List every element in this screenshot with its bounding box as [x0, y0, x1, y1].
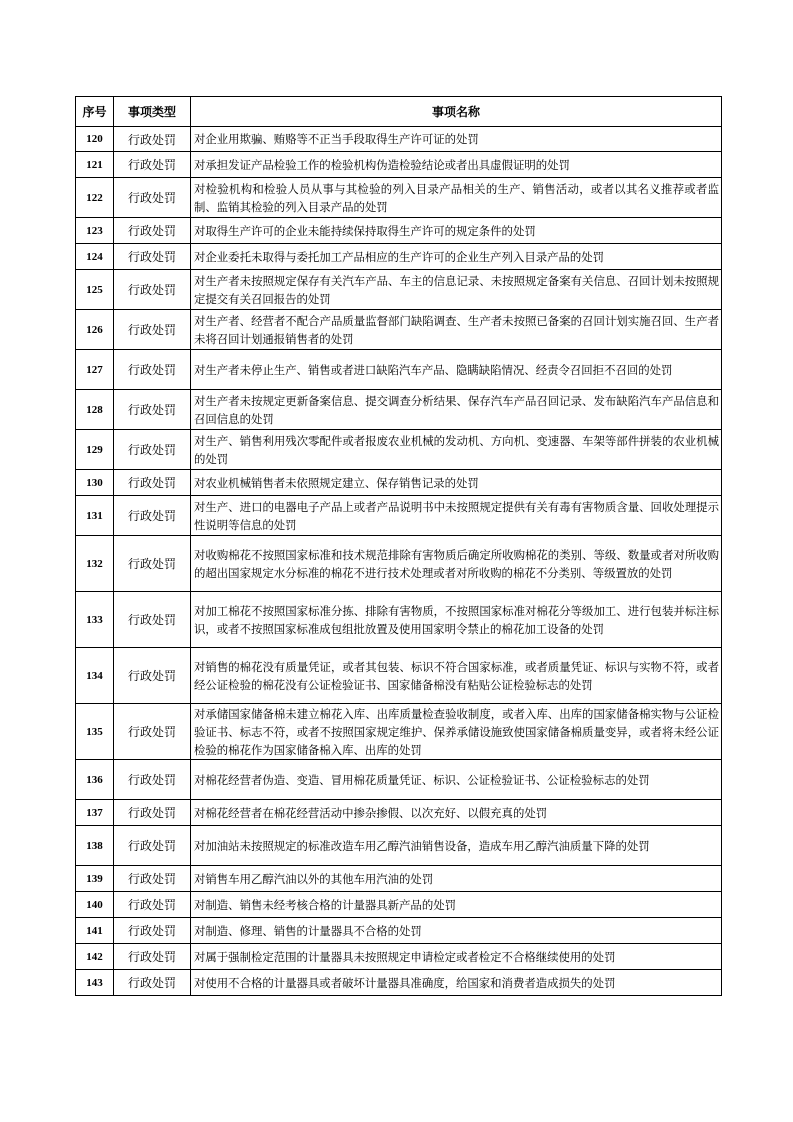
row-type: 行政处罚	[114, 310, 191, 350]
row-name: 对生产者未按规定更新备案信息、提交调查分析结果、保存汽车产品召回记录、发布缺陷汽车产品信息和召回信息的处罚	[191, 390, 722, 430]
row-type: 行政处罚	[114, 866, 191, 892]
table-row	[76, 270, 722, 310]
row-name: 对生产者未停止生产、销售或者进口缺陷汽车产品、隐瞒缺陷情况、经责令召回拒不召回的处罚	[191, 350, 722, 390]
table-row	[76, 970, 722, 996]
table-row	[76, 592, 722, 648]
row-type: 行政处罚	[114, 536, 191, 592]
row-number: 128	[76, 390, 114, 430]
row-number: 124	[76, 244, 114, 270]
row-number: 142	[76, 944, 114, 970]
row-type: 行政处罚	[114, 152, 191, 178]
row-type: 行政处罚	[114, 826, 191, 866]
table-row	[76, 430, 722, 470]
table-row	[76, 648, 722, 704]
row-name: 对农业机械销售者未依照规定建立、保存销售记录的处罚	[191, 470, 722, 496]
table-body	[76, 127, 722, 996]
row-name: 对检验机构和检验人员从事与其检验的列入目录产品相关的生产、销售活动，或者以其名义推荐或者监制、监销其检验的列入目录产品的处罚	[191, 178, 722, 218]
row-type: 行政处罚	[114, 892, 191, 918]
row-number: 129	[76, 430, 114, 470]
row-number: 139	[76, 866, 114, 892]
row-name: 对属于强制检定范围的计量器具未按照规定申请检定或者检定不合格继续使用的处罚	[191, 944, 722, 970]
table-row	[76, 800, 722, 826]
row-number: 122	[76, 178, 114, 218]
table-row	[76, 178, 722, 218]
row-name: 对制造、修理、销售的计量器具不合格的处罚	[191, 918, 722, 944]
table-row	[76, 310, 722, 350]
row-type: 行政处罚	[114, 178, 191, 218]
table-row	[76, 390, 722, 430]
row-number: 121	[76, 152, 114, 178]
row-number: 141	[76, 918, 114, 944]
row-number: 130	[76, 470, 114, 496]
table-row	[76, 944, 722, 970]
row-number: 125	[76, 270, 114, 310]
row-name: 对加油站未按照规定的标准改造车用乙醇汽油销售设备，造成车用乙醇汽油质量下降的处罚	[191, 826, 722, 866]
row-name: 对承储国家储备棉未建立棉花入库、出库质量检查验收制度，或者入库、出库的国家储备棉实物与公证检验证书、标志不符，或者不按照国家规定维护、保养承储设施致使国家储备棉质量变异，或者将未经公证检验的棉花作为国家储备棉入库、出库的处罚	[191, 704, 722, 760]
row-number: 137	[76, 800, 114, 826]
table-row	[76, 892, 722, 918]
row-number: 134	[76, 648, 114, 704]
row-name: 对承担发证产品检验工作的检验机构伪造检验结论或者出具虚假证明的处罚	[191, 152, 722, 178]
table-row	[76, 127, 722, 152]
row-name: 对收购棉花不按照国家标准和技术规范排除有害物质后确定所收购棉花的类别、等级、数量或者对所收购的超出国家规定水分标准的棉花不进行技术处理或者对所收购的棉花不分类别、等级置放的处罚	[191, 536, 722, 592]
row-name: 对生产者、经营者不配合产品质量监督部门缺陷调查、生产者未按照已备案的召回计划实施召回、生产者未将召回计划通报销售者的处罚	[191, 310, 722, 350]
header-no: 序号	[76, 97, 114, 127]
table-row	[76, 536, 722, 592]
row-type: 行政处罚	[114, 127, 191, 152]
row-number: 120	[76, 127, 114, 152]
row-type: 行政处罚	[114, 244, 191, 270]
table-row	[76, 918, 722, 944]
row-number: 135	[76, 704, 114, 760]
table-row	[76, 152, 722, 178]
table-row	[76, 496, 722, 536]
row-type: 行政处罚	[114, 390, 191, 430]
row-name: 对销售的棉花没有质量凭证，或者其包装、标识不符合国家标准，或者质量凭证、标识与实物不符，或者经公证检验的棉花没有公证检验证书、国家储备棉没有粘贴公证检验标志的处罚	[191, 648, 722, 704]
row-type: 行政处罚	[114, 430, 191, 470]
row-name: 对生产、进口的电器电子产品上或者产品说明书中未按照规定提供有关有毒有害物质含量、回收处理提示性说明等信息的处罚	[191, 496, 722, 536]
table-header-row	[76, 97, 722, 127]
table-row	[76, 350, 722, 390]
row-type: 行政处罚	[114, 496, 191, 536]
items-table	[75, 96, 722, 996]
row-type: 行政处罚	[114, 470, 191, 496]
row-name: 对棉花经营者在棉花经营活动中掺杂掺假、以次充好、以假充真的处罚	[191, 800, 722, 826]
table-row	[76, 760, 722, 800]
row-number: 136	[76, 760, 114, 800]
table-row	[76, 704, 722, 760]
row-number: 132	[76, 536, 114, 592]
row-type: 行政处罚	[114, 592, 191, 648]
row-number: 131	[76, 496, 114, 536]
header-name: 事项名称	[191, 97, 722, 127]
row-name: 对企业委托未取得与委托加工产品相应的生产许可的企业生产列入目录产品的处罚	[191, 244, 722, 270]
row-name: 对销售车用乙醇汽油以外的其他车用汽油的处罚	[191, 866, 722, 892]
row-type: 行政处罚	[114, 648, 191, 704]
row-type: 行政处罚	[114, 760, 191, 800]
row-number: 140	[76, 892, 114, 918]
row-type: 行政处罚	[114, 800, 191, 826]
row-type: 行政处罚	[114, 704, 191, 760]
row-name: 对加工棉花不按照国家标准分拣、排除有害物质，不按照国家标准对棉花分等级加工、进行包装并标注标识，或者不按照国家标准成包组批放置及使用国家明令禁止的棉花加工设备的处罚	[191, 592, 722, 648]
row-number: 123	[76, 218, 114, 244]
row-type: 行政处罚	[114, 350, 191, 390]
row-number: 126	[76, 310, 114, 350]
header-type: 事项类型	[114, 97, 191, 127]
row-name: 对使用不合格的计量器具或者破坏计量器具准确度，给国家和消费者造成损失的处罚	[191, 970, 722, 996]
row-type: 行政处罚	[114, 218, 191, 244]
table-row	[76, 218, 722, 244]
row-type: 行政处罚	[114, 270, 191, 310]
row-number: 143	[76, 970, 114, 996]
row-number: 127	[76, 350, 114, 390]
row-type: 行政处罚	[114, 918, 191, 944]
row-number: 133	[76, 592, 114, 648]
table-row	[76, 470, 722, 496]
row-name: 对生产者未按照规定保存有关汽车产品、车主的信息记录、未按照规定备案有关信息、召回计划未按照规定提交有关召回报告的处罚	[191, 270, 722, 310]
row-type: 行政处罚	[114, 944, 191, 970]
row-name: 对生产、销售利用残次零配件或者报废农业机械的发动机、方向机、变速器、车架等部件拼装的农业机械的处罚	[191, 430, 722, 470]
row-number: 138	[76, 826, 114, 866]
table-row	[76, 826, 722, 866]
row-type: 行政处罚	[114, 970, 191, 996]
row-name: 对制造、销售未经考核合格的计量器具新产品的处罚	[191, 892, 722, 918]
row-name: 对取得生产许可的企业未能持续保持取得生产许可的规定条件的处罚	[191, 218, 722, 244]
table-row	[76, 244, 722, 270]
row-name: 对企业用欺骗、贿赂等不正当手段取得生产许可证的处罚	[191, 127, 722, 152]
row-name: 对棉花经营者伪造、变造、冒用棉花质量凭证、标识、公证检验证书、公证检验标志的处罚	[191, 760, 722, 800]
table-row	[76, 866, 722, 892]
